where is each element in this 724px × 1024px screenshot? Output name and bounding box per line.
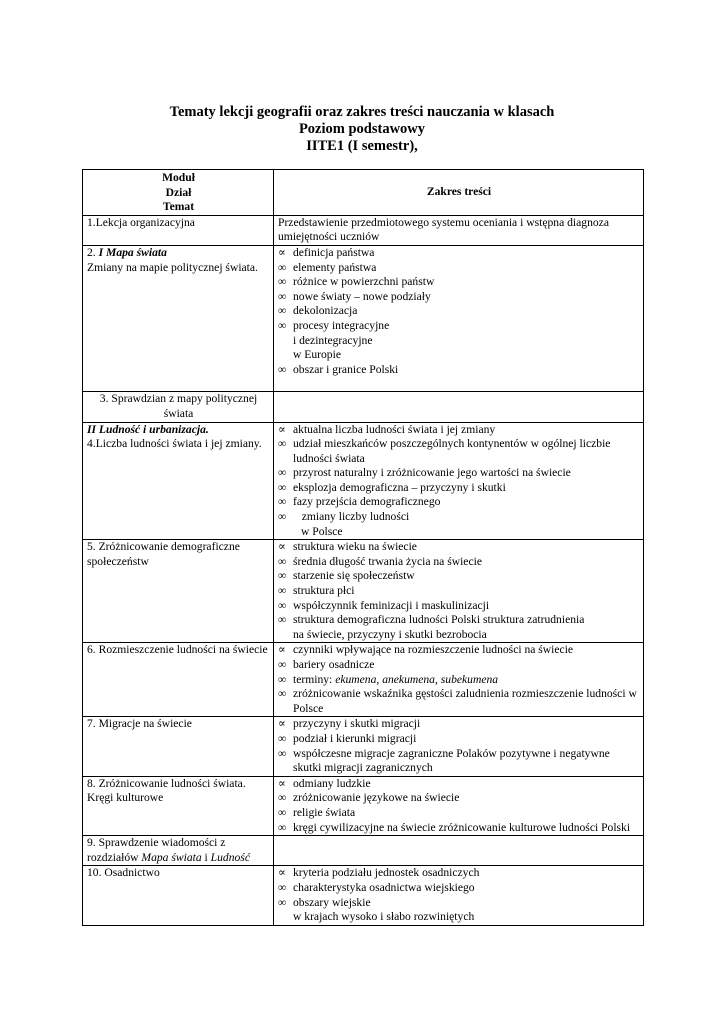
- list-item: ∞ obszar i granice Polski: [278, 362, 399, 376]
- row-scope: [274, 866, 644, 925]
- table-row: [83, 836, 644, 866]
- topic-number: 2.: [87, 245, 99, 259]
- row-scope: [274, 540, 644, 643]
- row-topic: 8. Zróżnicowanie ludności świata. Kręgi kulturowe: [83, 776, 274, 835]
- section-heading: I Mapa świata: [98, 245, 167, 259]
- topic-title: 4.Liczba ludności świata i jej zmiany.: [87, 437, 262, 451]
- scope-list: [278, 540, 640, 642]
- list-item: ∞ religie świata: [278, 805, 356, 819]
- list-item: ∝ odmiany ludzkie: [278, 776, 371, 790]
- list-item: ∞ kręgi cywilizacyjne na świecie zróżnicowanie kulturowe ludności Polski: [278, 820, 631, 834]
- title-line-2: Poziom podstawowy: [298, 121, 426, 137]
- bullet-icon: ∞: [278, 880, 287, 894]
- bullet-icon: ∞: [278, 466, 287, 480]
- list-item: ∞ obszary wiejskie w krajach wysoko i słabo rozwiniętych: [278, 896, 640, 925]
- row-topic: 10. Osadnictwo: [83, 866, 274, 925]
- list-item: ∝ kryteria podziału jednostek osadniczych: [278, 866, 480, 880]
- bullet-icon: ∞: [278, 480, 287, 494]
- table-row: [83, 643, 644, 717]
- bullet-icon: ∞: [278, 820, 287, 834]
- row-topic: [83, 245, 274, 391]
- row-topic: 9. Sprawdzenie wiadomości z rozdziałów Mapa świata i Ludność: [83, 836, 274, 866]
- table-row: [83, 776, 644, 835]
- list-item: ∞ struktura demograficzna ludności Polski struktura zatrudnienia na świecie, przyczyny i skutki bezrobocia: [278, 613, 640, 642]
- bullet-icon: ∞: [278, 687, 287, 701]
- bullet-icon: ∝: [278, 866, 286, 880]
- scope-list: [278, 866, 640, 924]
- bullet-icon: ∝: [278, 717, 286, 731]
- table-header-row: [83, 170, 644, 216]
- list-item: ∞ podział i kierunki migracji: [278, 731, 417, 745]
- list-item: ∝ przyczyny i skutki migracji: [278, 717, 421, 731]
- header-cell-module: [83, 170, 274, 216]
- bullet-icon: ∝: [278, 422, 286, 436]
- topic-title: Zmiany na mapie politycznej świata.: [87, 260, 258, 274]
- bullet-icon: ∞: [278, 598, 287, 612]
- list-item: ∞ fazy przejścia demograficznego: [278, 495, 441, 509]
- table-row: [83, 392, 644, 422]
- list-item: ∞ zróżnicowanie językowe na świecie: [278, 791, 460, 805]
- list-item: ∞ przyrost naturalny i zróżnicowanie jego wartości na świecie: [278, 466, 571, 480]
- title-line-1: Tematy lekcji geografii oraz zakres treści nauczania w klasach: [169, 104, 555, 120]
- scope-list: [278, 643, 640, 716]
- list-item: ∞ terminy: ekumena, anekumena, subekumena: [278, 672, 499, 686]
- document-title: [0, 104, 724, 155]
- table-row: [83, 866, 644, 925]
- list-item: ∝ czynniki wpływające na rozmieszczenie ludności na świecie: [278, 643, 574, 657]
- bullet-icon: ∞: [278, 437, 287, 451]
- bullet-icon: ∞: [278, 613, 287, 627]
- row-topic: 3. Sprawdzian z mapy politycznej świata: [83, 392, 274, 422]
- row-scope: [274, 245, 644, 391]
- list-item: ∞ współczesne migracje zagraniczne Polaków pozytywne i negatywne skutki migracji zagranicznych: [278, 746, 610, 775]
- row-topic: 7. Migracje na świecie: [83, 717, 274, 776]
- section-heading: II Ludność i urbanizacja.: [87, 422, 209, 436]
- list-item: ∞ dekolonizacja: [278, 304, 358, 318]
- list-item-continuation: w krajach wysoko i słabo rozwiniętych: [293, 910, 475, 924]
- row-scope: [274, 643, 644, 717]
- table-row: [83, 422, 644, 540]
- bullet-icon: ∞: [278, 362, 287, 376]
- bullet-icon: ∞: [278, 584, 287, 598]
- bullet-icon: ∞: [278, 672, 287, 686]
- list-item: ∞ średnia długość trwania życia na świecie: [278, 554, 482, 568]
- title-line-3: IITE1 (I semestr),: [306, 138, 418, 154]
- list-item-continuation: i dezintegracyjne: [293, 333, 373, 347]
- header-dzial: Dział: [165, 185, 192, 199]
- row-topic: [83, 422, 274, 540]
- row-scope: [274, 717, 644, 776]
- list-item: ∞ procesy integracyjne i dezintegracyjne w Europie: [278, 319, 640, 363]
- table-row: [83, 540, 644, 643]
- row-scope: [274, 422, 644, 540]
- scope-list: [278, 717, 640, 775]
- row-scope: [274, 392, 644, 422]
- bullet-icon: ∞: [278, 805, 287, 819]
- header-temat: Temat: [162, 200, 195, 214]
- bullet-icon: ∞: [278, 318, 287, 332]
- bullet-icon: ∝: [278, 643, 286, 657]
- list-item-continuation: w Polsce: [301, 524, 343, 538]
- bullet-icon: ∞: [278, 658, 287, 671]
- list-item: ∞ bariery osadnicze: [278, 658, 375, 671]
- list-item: ∞ struktura płci: [278, 584, 355, 598]
- row-scope: [274, 836, 644, 866]
- list-item: ∞ zmiany liczby ludności w Polsce: [278, 510, 640, 539]
- bullet-icon: ∝: [278, 776, 286, 790]
- list-item: ∞ elementy państwa: [278, 260, 377, 274]
- row-topic: 1.Lekcja organizacyjna: [83, 215, 274, 245]
- table-row: [83, 215, 644, 245]
- row-scope: [274, 776, 644, 835]
- bullet-icon: ∞: [278, 895, 287, 909]
- bullet-icon: ∞: [278, 495, 287, 509]
- bullet-icon: ∞: [278, 510, 287, 524]
- bullet-icon: ∞: [278, 791, 287, 805]
- row-scope: Przedstawienie przedmiotowego systemu oceniania i wstępna diagnoza umiejętności uczniów: [274, 215, 644, 245]
- list-item: ∞ nowe światy – nowe podziały: [278, 289, 431, 303]
- list-item: ∞ różnice w powierzchni państw: [278, 275, 435, 289]
- table-row: [83, 717, 644, 776]
- row-topic: 5. Zróżnicowanie demograficzne społeczeństw: [83, 540, 274, 643]
- header-modul: Moduł: [162, 171, 195, 184]
- scope-list: [278, 246, 640, 377]
- list-item: ∞ udział mieszkańców poszczególnych kontynentów w ogólnej liczbie ludności świata: [278, 437, 611, 465]
- row-topic: 6. Rozmieszczenie ludności na świecie: [83, 643, 274, 717]
- bullet-icon: ∞: [278, 554, 287, 568]
- bullet-icon: ∞: [278, 275, 287, 289]
- bullet-icon: ∞: [278, 731, 287, 745]
- list-item: ∝ aktualna liczba ludności świata i jej zmiany: [278, 422, 496, 436]
- scope-list: [278, 777, 640, 835]
- list-item: ∝ struktura wieku na świecie: [278, 540, 417, 554]
- list-item: ∝ definicja państwa: [278, 245, 375, 259]
- list-item-continuation: na świecie, przyczyny i skutki bezrobocia: [293, 627, 487, 641]
- list-item: ∞ zróżnicowanie wskaźnika gęstości zaludnienia rozmieszczenie ludności w Polsce: [278, 687, 637, 715]
- bullet-icon: ∝: [278, 245, 286, 259]
- list-item: ∞ charakterystyka osadnictwa wiejskiego: [278, 880, 475, 894]
- bullet-icon: ∝: [278, 540, 286, 554]
- header-cell-scope: Zakres treści: [274, 170, 644, 216]
- bullet-icon: ∞: [278, 289, 287, 303]
- list-item: ∞ starzenie się społeczeństw: [278, 569, 415, 583]
- bullet-icon: ∞: [278, 260, 287, 274]
- bullet-icon: ∞: [278, 569, 287, 583]
- table-row: [83, 245, 644, 391]
- scope-list: [278, 423, 640, 540]
- bullet-icon: ∞: [278, 304, 287, 318]
- curriculum-table: [82, 169, 644, 926]
- list-item-continuation: w Europie: [293, 348, 341, 362]
- list-item: ∞ eksplozja demograficzna – przyczyny i skutki: [278, 480, 506, 494]
- list-item: ∞ współczynnik feminizacji i maskulinizacji: [278, 598, 490, 612]
- bullet-icon: ∞: [278, 746, 287, 760]
